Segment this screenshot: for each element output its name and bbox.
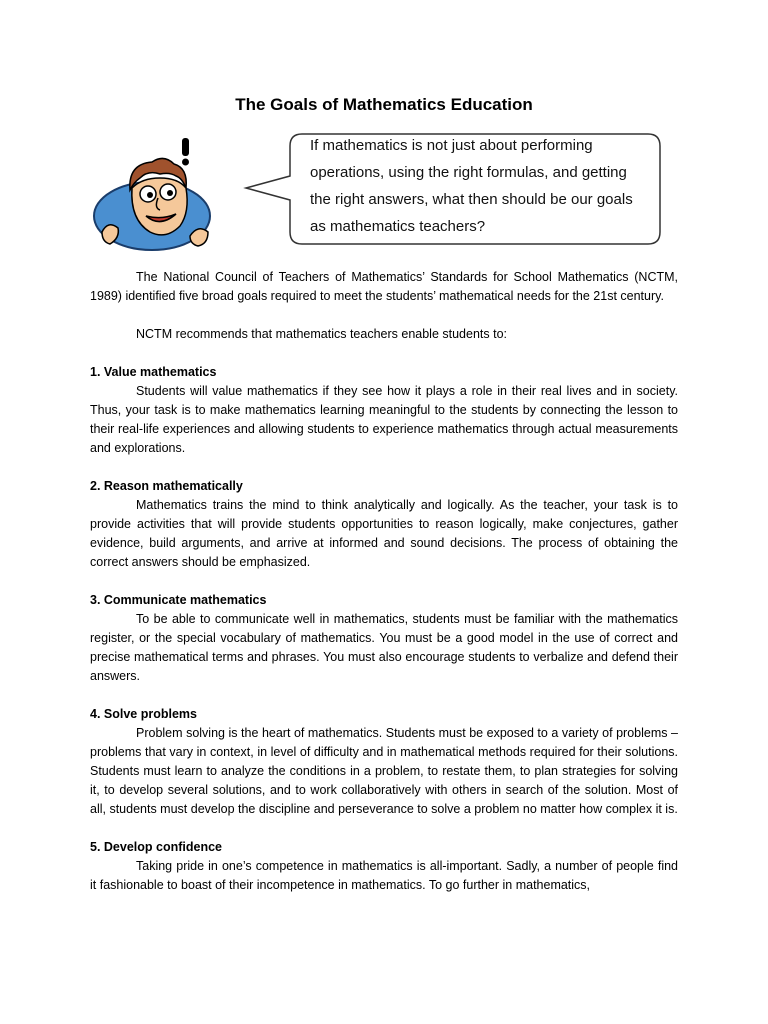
body-text xyxy=(90,268,678,914)
goal-section-value xyxy=(90,363,678,458)
goal-paragraph: Mathematics trains the mind to think analytically and logically. As the teacher, your task is to provide activities that will provide students opportunities to reason logically, make conjectures, gather evidence, build arguments, and arrive at informed and sound decisions. The process of obtaining the correct answers should be emphasized. xyxy=(90,498,678,569)
goal-heading: 3. Communicate mathematics xyxy=(90,593,267,607)
bubble-line: If mathematics is not just about performing xyxy=(310,137,593,154)
goal-section-confidence xyxy=(90,838,678,895)
intro-paragraph: The National Council of Teachers of Mathematics’ Standards for School Mathematics (NCTM, 1989) identified five broad goals required to meet the students’ mathematical needs for the 21st century. xyxy=(90,270,678,303)
exclamation-icon xyxy=(182,138,189,166)
goal-paragraph: To be able to communicate well in mathematics, students must be familiar with the mathematics register, or the special vocabulary of mathematics. You must be a good model in the use of correct and precise mathematical terms and phrases. You must also encourage students to verbalize and defend their answers. xyxy=(90,612,678,683)
goal-paragraph: Taking pride in one’s competence in mathematics is all-important. Sadly, a number of people find it fashionable to boast of their incompetence in mathematics. To go further in mathematics, xyxy=(90,859,678,892)
goal-section-communicate xyxy=(90,591,678,686)
page-title: The Goals of Mathematics Education xyxy=(235,95,533,114)
goal-section-solve xyxy=(90,705,678,819)
goal-heading: 1. Value mathematics xyxy=(90,365,217,379)
speech-bubble-text xyxy=(290,128,670,244)
goal-section-reason xyxy=(90,477,678,572)
goal-heading: 5. Develop confidence xyxy=(90,840,222,854)
bubble-line: the right answers, what then should be our goals xyxy=(310,191,633,208)
lead-paragraph: NCTM recommends that mathematics teachers enable students to: xyxy=(136,327,507,341)
bubble-line: operations, using the right formulas, and getting xyxy=(310,164,627,181)
goal-paragraph: Students will value mathematics if they see how it plays a role in their real lives and in society. Thus, your task is to make mathematics learning meaningful to the students by connecting the lesson to their real-life experiences and allowing students to experience mathematics through actual measurements and explorations. xyxy=(90,384,678,455)
goal-paragraph: Problem solving is the heart of mathematics. Students must be exposed to a variety of problems – problems that vary in context, in level of difficulty and in mathematical methods required for their solutions. Students must learn to analyze the conditions in a problem, to restate them, to plan strategies for solving it, to develop several solutions, and to work collaboratively with others in search of the solution. Most of all, students must develop the discipline and perseverance to solve a problem no matter how complex it is. xyxy=(90,726,678,816)
goal-heading: 4. Solve problems xyxy=(90,707,197,721)
bubble-line: as mathematics teachers? xyxy=(310,218,486,235)
goal-heading: 2. Reason mathematically xyxy=(90,479,243,493)
